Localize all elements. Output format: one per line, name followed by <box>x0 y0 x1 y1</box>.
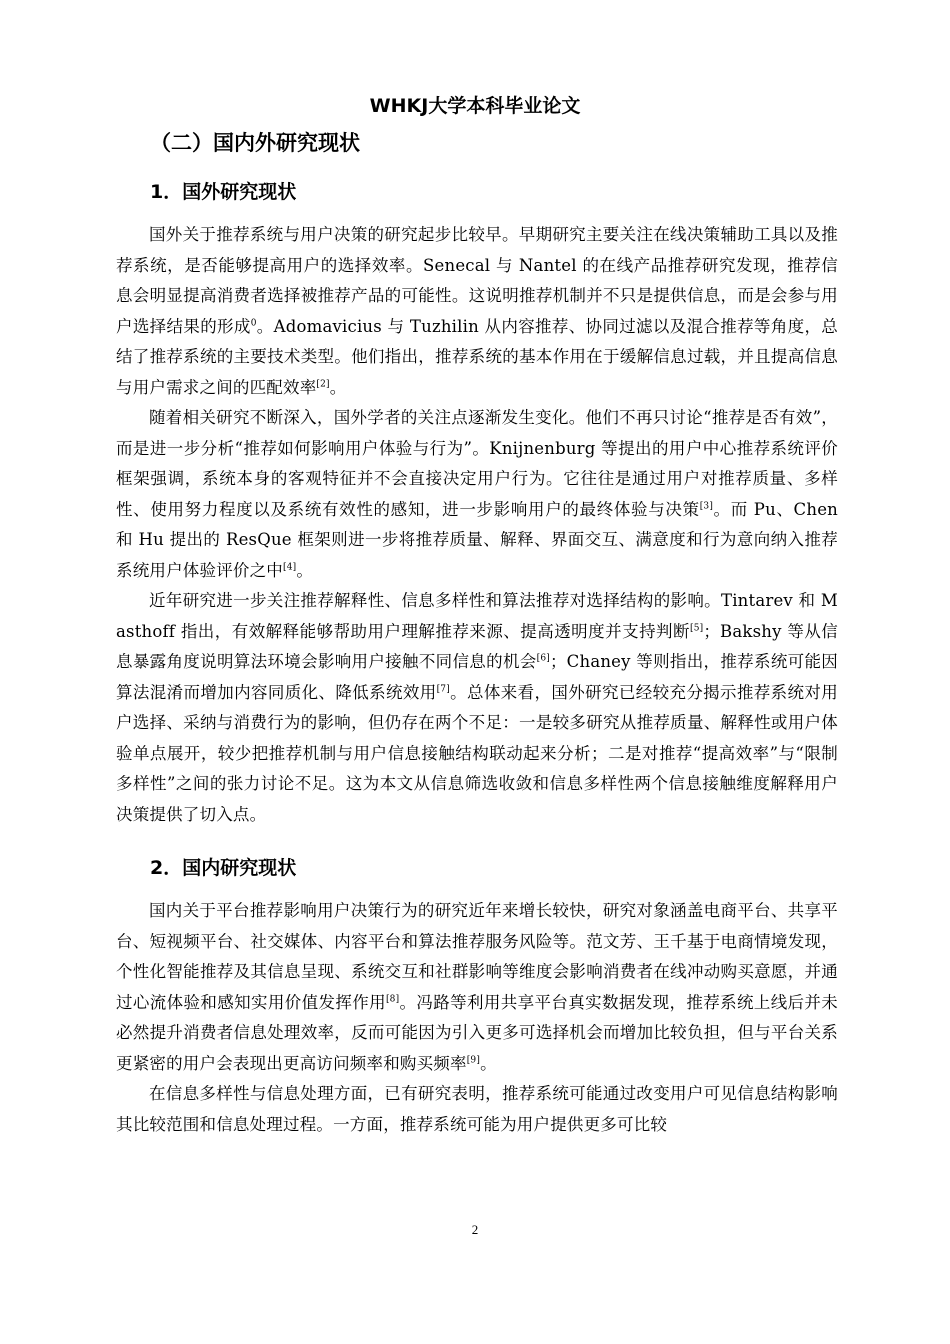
paragraph <box>116 896 838 1079</box>
paragraph-text: 。 <box>329 377 347 397</box>
citation-marker: [8] <box>385 994 400 1004</box>
section-heading: （二）国内外研究现状 <box>150 131 360 155</box>
paragraph-text: 。而 Pu、Chen 和 Hu 提出的 ResQue 框架则进一步将推荐质量、解释、界面交互、满意度和行为意向纳入推荐系统用户体验评价之中 <box>116 499 838 580</box>
paragraph-text: ；Bakshy 等从信息暴露角度说明算法环境会影响用户接触不同信息的机会 <box>116 621 838 671</box>
citation-marker: [3] <box>699 501 714 511</box>
paragraph <box>116 220 838 403</box>
paragraph-text: 随着相关研究不断深入，国外学者的关注点逐渐发生变化。他们不再只讨论“推荐是否有效”，而是进一步分析“推荐如何影响用户体验与行为”。Knijnenburg 等提出的用户中心推荐系统评价框架强调，系统本身的客观特征并不会直接决定用户行为。它往往是通过用户对推荐质量、多样性、使用努力程度以及系统有效性的感知，进一步影响用户的最终体验与决策 <box>116 408 838 519</box>
paragraph-text: 。Adomavicius 与 Tuzhilin 从内容推荐、协同过滤以及混合推荐等角度，总结了推荐系统的主要技术类型。他们指出，推荐系统的基本作用在于缓解信息过载，并且提高信息与用户需求之间的匹配效率 <box>116 316 838 397</box>
running-header: WHKJ大学本科毕业论文 <box>369 95 581 117</box>
page-content <box>116 124 838 1140</box>
paragraph-text: 。冯路等利用共享平台真实数据发现，推荐系统上线后并未必然提升消费者信息处理效率，反而可能因为引入更多可选择机会而增加比较负担，但与平台关系更紧密的用户会表现出更高访问频率和购买频率 <box>116 992 839 1073</box>
paragraph-text: 国内关于平台推荐影响用户决策行为的研究近年来增长较快，研究对象涵盖电商平台、共享平台、短视频平台、社交媒体、内容平台和算法推荐服务风险等。范文芳、王千基于电商情境发现，个性化智能推荐及其信息呈现、系统交互和社群影响等维度会影响消费者在线冲动购买意愿，并通过心流体验和感知实用价值发挥作用 <box>116 901 838 1012</box>
paragraph-text: ；Chaney 等则指出，推荐系统可能因算法混淆而增加内容同质化、降低系统效用 <box>116 652 839 702</box>
paragraph-text: 在信息多样性与信息处理方面，已有研究表明，推荐系统可能通过改变用户可见信息结构影响其比较范围和信息处理过程。一方面，推荐系统可能为用户提供更多可比较 <box>116 1084 838 1134</box>
citation-marker: [5] <box>690 623 704 633</box>
citation-marker: [7] <box>436 684 450 694</box>
paragraph-text: 。 <box>296 560 314 580</box>
citation-marker: [4] <box>283 562 297 572</box>
paragraph-text: 。总体来看，国外研究已经较充分揭示推荐系统对用户选择、采纳与消费行为的影响，但仍存在两个不足：一是较多研究从推荐质量、解释性或用户体验单点展开，较少把推荐机制与用户信息接触结构联动起来分析；二是对推荐“提高效率”与“限制多样性”之间的张力讨论不足。这为本文从信息筛选收敛和信息多样性两个信息接触维度解释用户决策提供了切入点。 <box>116 682 838 824</box>
citation-marker: [6] <box>536 653 550 664</box>
paragraph-text: 国外关于推荐系统与用户决策的研究起步比较早。早期研究主要关注在线决策辅助工具以及推荐系统，是否能够提高用户的选择效率。Senecal 与 Nantel 的在线产品推荐研究发现，推荐信息会明显提高消费者选择被推荐产品的可能性。这说明推荐机制并不只是提供信息，而是会参与用户选择结果的形成 <box>116 225 838 336</box>
citation-marker: 0 <box>250 318 257 328</box>
paragraph-text: 。 <box>480 1053 497 1073</box>
paragraph-text: 近年研究进一步关注推荐解释性、信息多样性和算法推荐对选择结构的影响。Tintarev 和 Masthoff 指出，有效解释能够帮助用户理解推荐来源、提高透明度并支持判断 <box>116 591 838 641</box>
page-number: 2 <box>471 1222 479 1237</box>
paragraph <box>116 403 838 586</box>
citation-marker: [2] <box>316 379 330 389</box>
subsection-heading-foreign: 1．国外研究现状 <box>150 181 297 203</box>
paragraph <box>116 586 838 830</box>
subsection-heading-domestic: 2．国内研究现状 <box>150 857 297 879</box>
citation-marker: [9] <box>466 1055 481 1065</box>
paragraph <box>116 1079 838 1140</box>
